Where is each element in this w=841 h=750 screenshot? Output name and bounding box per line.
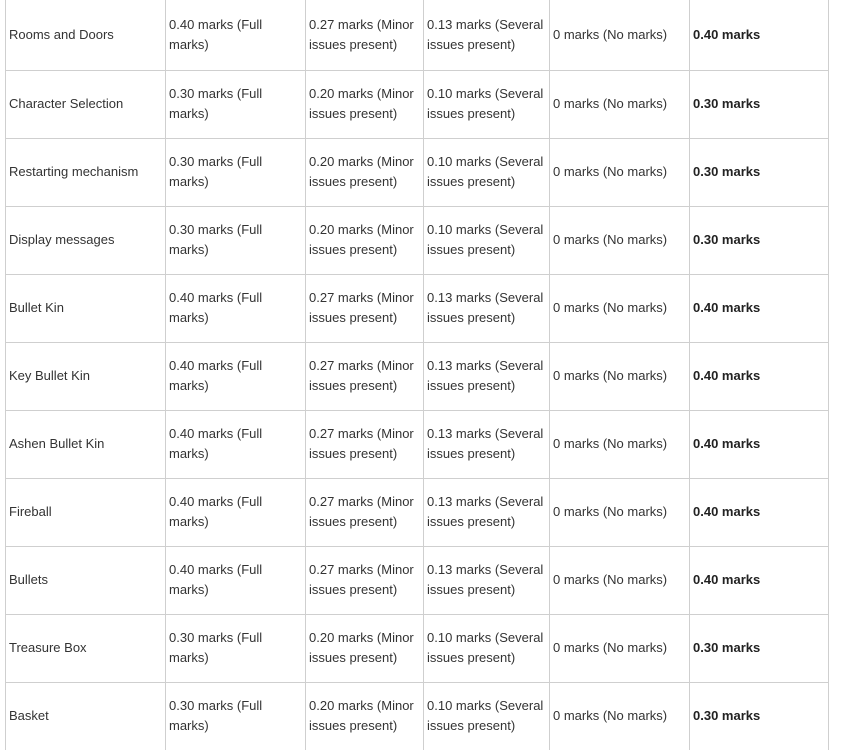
full-marks-cell — [166, 138, 306, 206]
full-marks-cell — [166, 614, 306, 682]
criterion-cell — [6, 682, 166, 750]
several-issues-cell — [424, 546, 550, 614]
criterion-cell — [6, 138, 166, 206]
table-row — [6, 0, 829, 70]
total-marks-text: 0.30 marks — [693, 96, 761, 111]
several-issues-text: 0.13 marks (Several issues present) — [427, 16, 544, 52]
table-row — [6, 410, 829, 478]
criterion-text: Character Selection — [9, 96, 124, 111]
total-marks-cell — [690, 410, 829, 478]
several-issues-text: 0.13 marks (Several issues present) — [427, 358, 544, 393]
no-marks-text: 0 marks (No marks) — [553, 640, 668, 655]
criterion-cell — [6, 546, 166, 614]
minor-issues-text: 0.20 marks (Minor issues present) — [309, 86, 414, 121]
minor-issues-text: 0.27 marks (Minor issues present) — [309, 494, 414, 529]
full-marks-text: 0.40 marks (Full marks) — [169, 426, 263, 461]
criterion-text: Restarting mechanism — [9, 164, 139, 179]
table-row — [6, 70, 829, 138]
full-marks-text: 0.30 marks (Full marks) — [169, 222, 263, 257]
criterion-text: Bullets — [9, 572, 49, 587]
minor-issues-cell — [306, 0, 424, 70]
no-marks-cell — [550, 274, 690, 342]
no-marks-cell — [550, 614, 690, 682]
minor-issues-text: 0.20 marks (Minor issues present) — [309, 630, 414, 665]
full-marks-cell — [166, 342, 306, 410]
criterion-cell — [6, 478, 166, 546]
rubric-table-container — [5, 0, 829, 750]
no-marks-cell — [550, 682, 690, 750]
several-issues-text: 0.13 marks (Several issues present) — [427, 562, 544, 597]
criterion-cell — [6, 410, 166, 478]
full-marks-text: 0.30 marks (Full marks) — [169, 698, 263, 734]
total-marks-cell — [690, 478, 829, 546]
total-marks-cell — [690, 138, 829, 206]
full-marks-text: 0.30 marks (Full marks) — [169, 154, 263, 189]
full-marks-text: 0.30 marks (Full marks) — [169, 86, 263, 121]
full-marks-text: 0.40 marks (Full marks) — [169, 290, 263, 325]
minor-issues-cell — [306, 342, 424, 410]
criterion-text: Basket — [9, 708, 49, 724]
no-marks-text: 0 marks (No marks) — [553, 96, 668, 111]
total-marks-cell — [690, 614, 829, 682]
several-issues-text: 0.13 marks (Several issues present) — [427, 290, 544, 325]
criterion-cell — [6, 0, 166, 70]
full-marks-cell — [166, 410, 306, 478]
no-marks-text: 0 marks (No marks) — [553, 300, 668, 315]
no-marks-text: 0 marks (No marks) — [553, 572, 668, 587]
total-marks-text: 0.40 marks — [693, 300, 761, 315]
several-issues-cell — [424, 274, 550, 342]
table-row — [6, 614, 829, 682]
total-marks-text: 0.30 marks — [693, 164, 761, 179]
no-marks-cell — [550, 342, 690, 410]
criterion-text: Ashen Bullet Kin — [9, 436, 105, 451]
no-marks-text: 0 marks (No marks) — [553, 164, 668, 179]
several-issues-text: 0.10 marks (Several issues present) — [427, 86, 544, 121]
no-marks-text: 0 marks (No marks) — [553, 436, 668, 451]
table-row — [6, 206, 829, 274]
several-issues-cell — [424, 478, 550, 546]
table-row — [6, 342, 829, 410]
several-issues-cell — [424, 682, 550, 750]
minor-issues-text: 0.20 marks (Minor issues present) — [309, 698, 414, 734]
minor-issues-text: 0.27 marks (Minor issues present) — [309, 358, 414, 393]
minor-issues-cell — [306, 274, 424, 342]
several-issues-text: 0.10 marks (Several issues present) — [427, 154, 544, 189]
criterion-cell — [6, 342, 166, 410]
total-marks-cell — [690, 70, 829, 138]
full-marks-text: 0.40 marks (Full marks) — [169, 358, 263, 393]
minor-issues-cell — [306, 614, 424, 682]
full-marks-text: 0.30 marks (Full marks) — [169, 630, 263, 665]
total-marks-text: 0.40 marks — [693, 436, 761, 451]
total-marks-text: 0.30 marks — [693, 708, 761, 724]
full-marks-text: 0.40 marks (Full marks) — [169, 16, 263, 52]
total-marks-text: 0.40 marks — [693, 368, 761, 383]
several-issues-cell — [424, 206, 550, 274]
total-marks-cell — [690, 342, 829, 410]
total-marks-text: 0.30 marks — [693, 232, 761, 247]
rubric-table — [5, 0, 829, 750]
minor-issues-text: 0.27 marks (Minor issues present) — [309, 562, 414, 597]
criterion-text: Bullet Kin — [9, 300, 64, 315]
total-marks-cell — [690, 546, 829, 614]
minor-issues-cell — [306, 478, 424, 546]
full-marks-cell — [166, 478, 306, 546]
criterion-text: Fireball — [9, 504, 52, 519]
minor-issues-text: 0.27 marks (Minor issues present) — [309, 16, 414, 52]
criterion-text: Key Bullet Kin — [9, 368, 90, 383]
full-marks-text: 0.40 marks (Full marks) — [169, 494, 263, 529]
minor-issues-text: 0.20 marks (Minor issues present) — [309, 222, 414, 257]
several-issues-text: 0.10 marks (Several issues present) — [427, 222, 544, 257]
minor-issues-cell — [306, 410, 424, 478]
total-marks-text: 0.40 marks — [693, 572, 761, 587]
total-marks-cell — [690, 274, 829, 342]
no-marks-text: 0 marks (No marks) — [553, 368, 668, 383]
total-marks-text: 0.40 marks — [693, 26, 761, 42]
table-row — [6, 682, 829, 750]
criterion-text: Rooms and Doors — [9, 26, 114, 42]
minor-issues-text: 0.27 marks (Minor issues present) — [309, 290, 414, 325]
criterion-cell — [6, 614, 166, 682]
no-marks-text: 0 marks (No marks) — [553, 504, 668, 519]
no-marks-text: 0 marks (No marks) — [553, 26, 668, 42]
table-row — [6, 274, 829, 342]
full-marks-cell — [166, 546, 306, 614]
table-row — [6, 478, 829, 546]
total-marks-text: 0.40 marks — [693, 504, 761, 519]
minor-issues-text: 0.27 marks (Minor issues present) — [309, 426, 414, 461]
minor-issues-cell — [306, 70, 424, 138]
no-marks-cell — [550, 546, 690, 614]
rubric-table-body — [6, 0, 829, 750]
minor-issues-cell — [306, 138, 424, 206]
table-row — [6, 546, 829, 614]
criterion-text: Display messages — [9, 232, 115, 247]
several-issues-cell — [424, 410, 550, 478]
minor-issues-text: 0.20 marks (Minor issues present) — [309, 154, 414, 189]
several-issues-text: 0.10 marks (Several issues present) — [427, 630, 544, 665]
several-issues-cell — [424, 70, 550, 138]
several-issues-text: 0.10 marks (Several issues present) — [427, 698, 544, 734]
criterion-cell — [6, 70, 166, 138]
no-marks-cell — [550, 478, 690, 546]
no-marks-text: 0 marks (No marks) — [553, 708, 668, 724]
several-issues-text: 0.13 marks (Several issues present) — [427, 494, 544, 529]
several-issues-text: 0.13 marks (Several issues present) — [427, 426, 544, 461]
several-issues-cell — [424, 138, 550, 206]
minor-issues-cell — [306, 206, 424, 274]
no-marks-cell — [550, 206, 690, 274]
total-marks-text: 0.30 marks — [693, 640, 761, 655]
no-marks-cell — [550, 138, 690, 206]
no-marks-cell — [550, 0, 690, 70]
total-marks-cell — [690, 0, 829, 70]
no-marks-cell — [550, 410, 690, 478]
full-marks-text: 0.40 marks (Full marks) — [169, 562, 263, 597]
no-marks-text: 0 marks (No marks) — [553, 232, 668, 247]
several-issues-cell — [424, 0, 550, 70]
full-marks-cell — [166, 682, 306, 750]
criterion-cell — [6, 206, 166, 274]
several-issues-cell — [424, 342, 550, 410]
table-row — [6, 138, 829, 206]
minor-issues-cell — [306, 682, 424, 750]
full-marks-cell — [166, 0, 306, 70]
full-marks-cell — [166, 274, 306, 342]
full-marks-cell — [166, 70, 306, 138]
total-marks-cell — [690, 682, 829, 750]
no-marks-cell — [550, 70, 690, 138]
criterion-text: Treasure Box — [9, 640, 87, 655]
total-marks-cell — [690, 206, 829, 274]
full-marks-cell — [166, 206, 306, 274]
criterion-cell — [6, 274, 166, 342]
minor-issues-cell — [306, 546, 424, 614]
several-issues-cell — [424, 614, 550, 682]
